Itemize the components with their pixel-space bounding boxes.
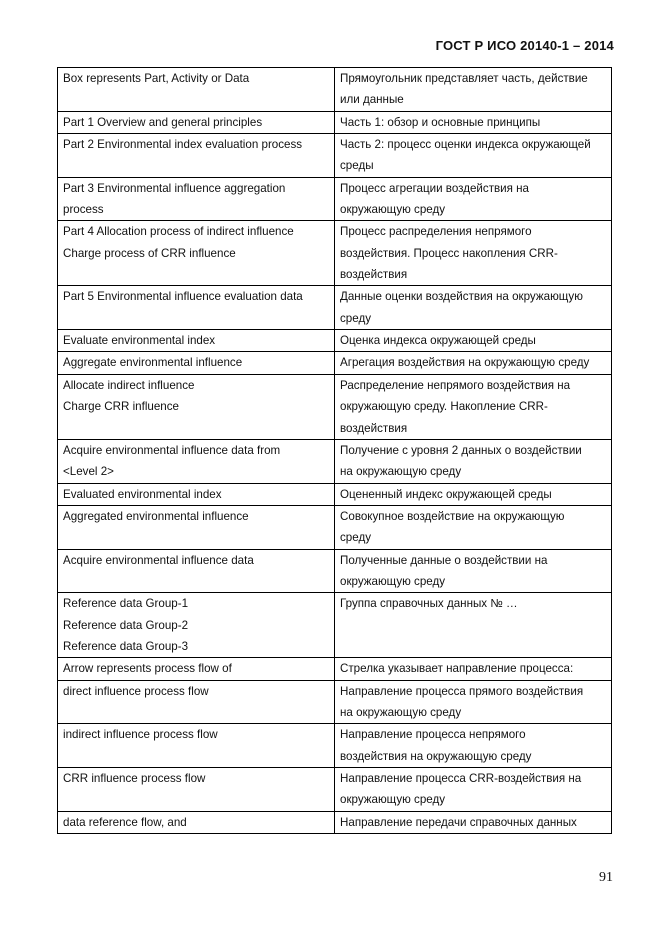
russian-term-cell — [335, 658, 612, 680]
english-term-line: Acquire environmental influence data — [63, 553, 254, 567]
english-term-line: <Level 2> — [63, 465, 114, 479]
table-row — [58, 330, 612, 352]
english-term-cell — [58, 68, 335, 112]
table-row — [58, 505, 612, 549]
russian-term-cell — [335, 68, 612, 112]
russian-term-cell — [335, 811, 612, 833]
russian-term-line: Стрелка указывает направление процесса: — [340, 662, 574, 676]
russian-term-line: Направление процесса CRR-воздействия на — [340, 772, 582, 785]
english-term-line: Arrow represents process flow of — [63, 662, 232, 676]
english-term-cell — [58, 330, 335, 352]
russian-term-line: Направление передачи справочных данных — [340, 815, 577, 829]
russian-term-cell — [335, 374, 612, 439]
table-row — [58, 483, 612, 505]
english-term-line: direct influence process flow — [63, 684, 209, 698]
english-term-line: Reference data Group-2 — [63, 618, 189, 632]
russian-term-line: Направление процесса прямого воздействия — [340, 684, 584, 698]
russian-term-line: воздействия — [340, 268, 408, 282]
russian-term-line: Процесс распределения непрямого — [340, 225, 532, 239]
russian-term-cell — [335, 111, 612, 133]
russian-term-line: воздействия на окружающую среду — [340, 749, 532, 763]
english-term-line: data reference flow, and — [63, 815, 187, 829]
russian-term-line: Получение с уровня 2 данных о воздействии — [340, 443, 582, 457]
russian-term-line: Часть 1: обзор и основные принципы — [340, 115, 541, 129]
table-row — [58, 221, 612, 286]
russian-term-line: Направление процесса непрямого — [340, 728, 526, 742]
russian-term-cell — [335, 768, 612, 812]
english-term-cell — [58, 352, 335, 374]
english-term-line: Reference data Group-1 — [63, 597, 189, 611]
english-term-line: Allocate indirect influence — [63, 378, 195, 392]
russian-term-line: Прямоугольник представляет часть, действие — [340, 72, 588, 85]
english-term-line: process — [63, 203, 104, 217]
russian-term-line: на окружающую среду — [340, 705, 462, 719]
english-term-line: Part 1 Overview and general principles — [63, 115, 263, 129]
russian-term-line: Оценка индекса окружающей среды — [340, 334, 536, 348]
english-term-line: Aggregated environmental influence — [63, 509, 249, 523]
russian-term-line: окружающую среду — [340, 203, 446, 217]
russian-term-line: Данные оценки воздействия на окружающую — [340, 290, 583, 304]
russian-term-cell — [335, 134, 612, 178]
table-row — [58, 549, 612, 593]
english-term-cell — [58, 483, 335, 505]
russian-term-line: Полученные данные о воздействии на — [340, 553, 548, 567]
english-term-cell — [58, 439, 335, 483]
russian-term-line: Группа справочных данных № … — [340, 597, 518, 611]
english-term-line: Evaluate environmental index — [63, 334, 216, 348]
russian-term-line: окружающую среду. Накопление CRR- — [340, 400, 548, 414]
table-row — [58, 658, 612, 680]
russian-term-line: Оцененный индекс окружающей среды — [340, 487, 552, 501]
table-row — [58, 811, 612, 833]
russian-term-line: воздействия — [340, 421, 408, 435]
russian-term-cell — [335, 286, 612, 330]
english-term-line: Aggregate environmental influence — [63, 356, 243, 370]
table-row — [58, 286, 612, 330]
russian-term-line: среды — [340, 159, 374, 173]
russian-term-line: Часть 2: процесс оценки индекса окружающей — [340, 138, 591, 152]
russian-term-cell — [335, 483, 612, 505]
russian-term-cell — [335, 505, 612, 549]
russian-term-cell — [335, 177, 612, 221]
russian-term-line: Процесс агрегации воздействия на — [340, 181, 529, 195]
russian-term-cell — [335, 593, 612, 658]
russian-term-line: или данные — [340, 93, 404, 107]
russian-term-cell — [335, 439, 612, 483]
russian-term-line: окружающую среду — [340, 793, 446, 807]
english-term-cell — [58, 177, 335, 221]
table-row — [58, 134, 612, 178]
document-header-title: ГОСТ Р ИСО 20140-1 – 2014 — [435, 38, 614, 53]
english-term-cell — [58, 658, 335, 680]
russian-term-cell — [335, 724, 612, 768]
table-row — [58, 439, 612, 483]
english-term-cell — [58, 549, 335, 593]
english-term-line: Charge process of CRR influence — [63, 246, 236, 260]
table-row — [58, 680, 612, 724]
english-term-cell — [58, 134, 335, 178]
english-term-line: Part 5 Environmental influence evaluation data — [63, 290, 303, 304]
table-row — [58, 724, 612, 768]
english-term-line: Part 3 Environmental influence aggregation — [63, 181, 286, 195]
russian-term-cell — [335, 680, 612, 724]
russian-term-line: Распределение непрямого воздействия на — [340, 378, 571, 392]
english-term-cell — [58, 724, 335, 768]
table-row — [58, 593, 612, 658]
page-number: 91 — [599, 870, 613, 885]
glossary-table — [57, 67, 612, 834]
english-term-line: Reference data Group-3 — [63, 639, 189, 653]
table-row — [58, 374, 612, 439]
russian-term-cell — [335, 221, 612, 286]
english-term-line: indirect influence process flow — [63, 728, 218, 742]
table-row — [58, 68, 612, 112]
english-term-line: Part 2 Environmental index evaluation process — [63, 138, 303, 152]
russian-term-line: на окружающую среду — [340, 465, 462, 479]
russian-term-cell — [335, 352, 612, 374]
russian-term-line: воздействия. Процесс накопления CRR- — [340, 246, 558, 260]
english-term-cell — [58, 111, 335, 133]
english-term-cell — [58, 286, 335, 330]
russian-term-cell — [335, 549, 612, 593]
russian-term-line: Агрегация воздействия на окружающую среду — [340, 356, 590, 370]
english-term-line: Evaluated environmental index — [63, 487, 222, 501]
english-term-cell — [58, 811, 335, 833]
russian-term-line: среду — [340, 531, 371, 545]
english-term-cell — [58, 374, 335, 439]
table-row — [58, 352, 612, 374]
english-term-line: CRR influence process flow — [63, 772, 206, 785]
english-term-cell — [58, 505, 335, 549]
english-term-line: Box represents Part, Activity or Data — [63, 72, 250, 85]
russian-term-line: Совокупное воздействие на окружающую — [340, 509, 565, 523]
english-term-cell — [58, 593, 335, 658]
english-term-cell — [58, 680, 335, 724]
english-term-line: Acquire environmental influence data from — [63, 443, 281, 457]
table-row — [58, 111, 612, 133]
glossary-table-body — [58, 68, 612, 834]
english-term-line: Charge CRR influence — [63, 400, 179, 414]
table-row — [58, 177, 612, 221]
russian-term-line: окружающую среду — [340, 574, 446, 588]
english-term-line: Part 4 Allocation process of indirect influence — [63, 225, 294, 239]
english-term-cell — [58, 221, 335, 286]
table-row — [58, 768, 612, 812]
russian-term-line: среду — [340, 311, 371, 325]
russian-term-cell — [335, 330, 612, 352]
english-term-cell — [58, 768, 335, 812]
